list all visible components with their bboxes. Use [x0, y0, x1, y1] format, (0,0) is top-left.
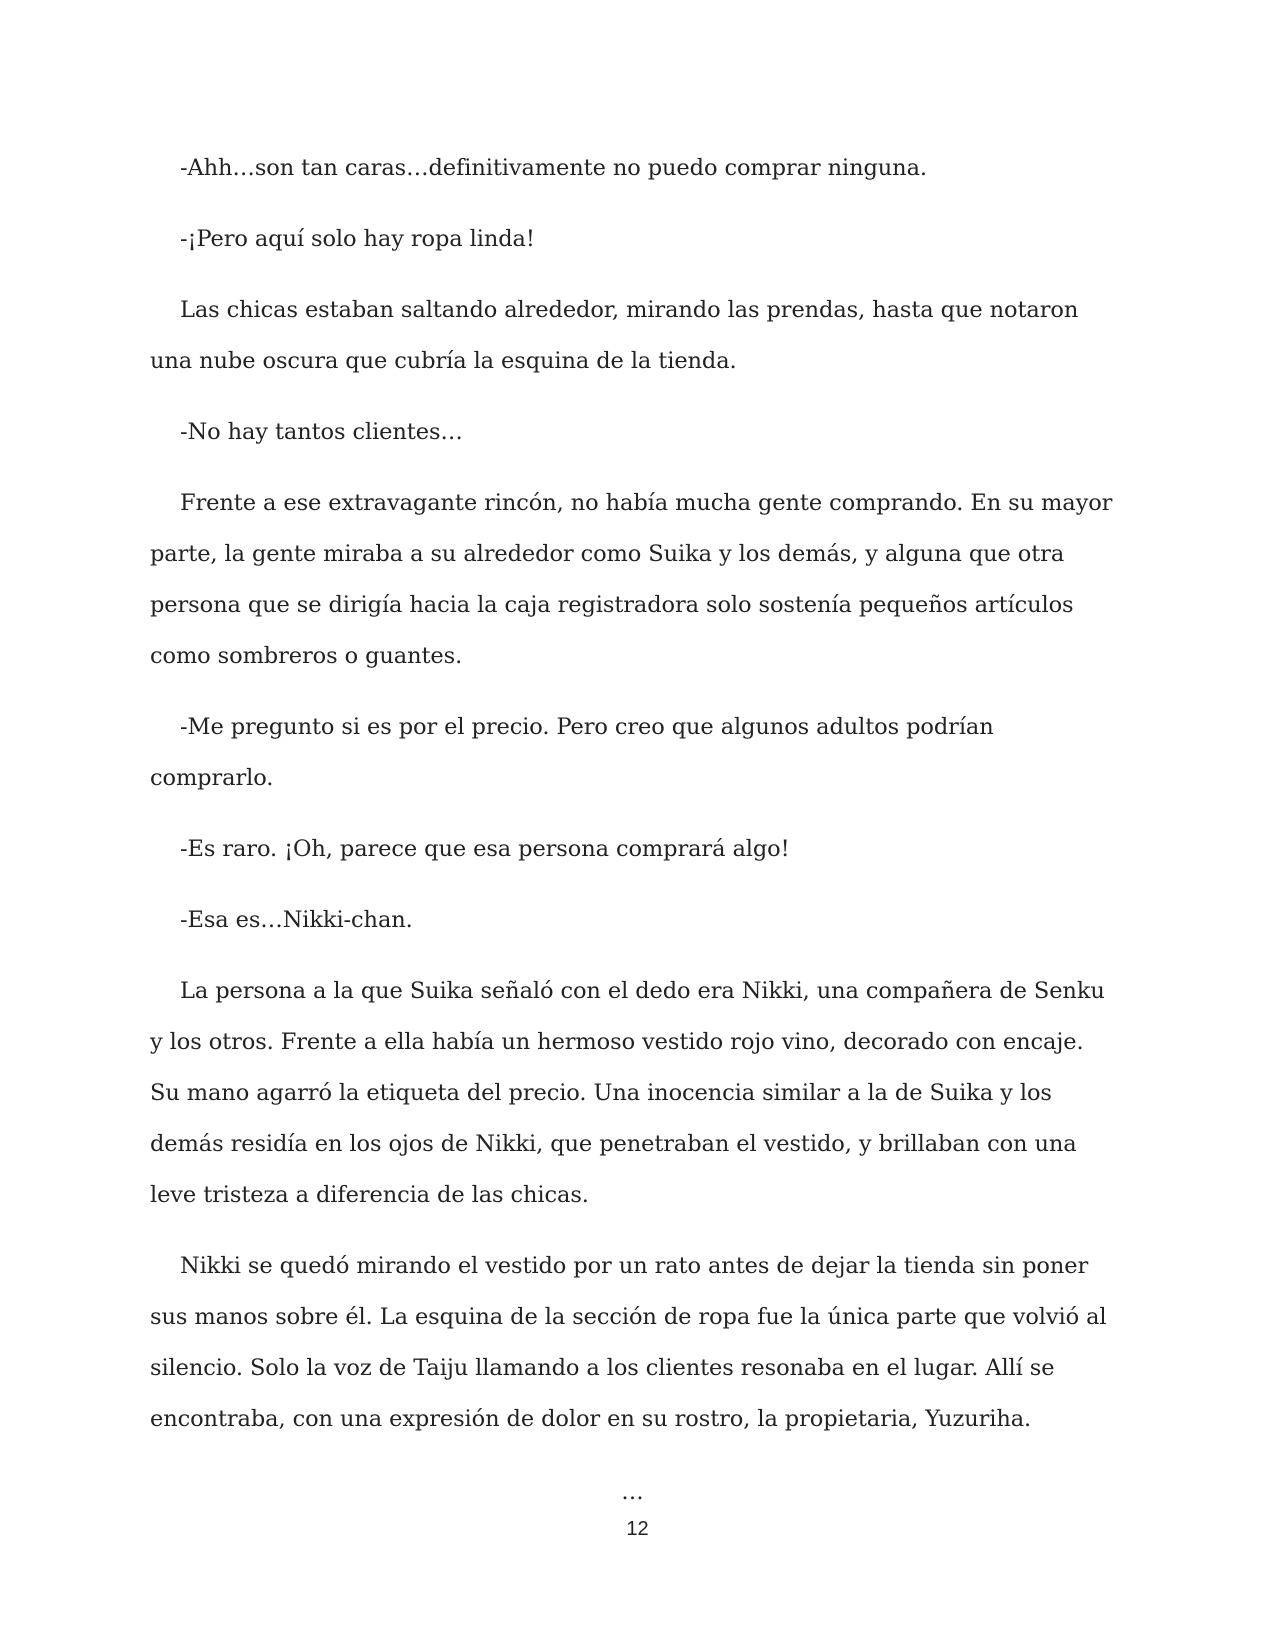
paragraph: Nikki se quedó mirando el vestido por un rato antes de dejar la tienda sin poner sus manos sobre él. La esquina de la sección de ropa fue la única parte que volvió al silencio. Solo la voz de Taiju llamando a los clientes resonaba en el lugar. Allí se encontraba, con una expresión de dolor en su rostro, la propietaria, Yuzuriha.: [150, 1253, 1107, 1432]
page-number: 12: [626, 1518, 649, 1540]
paragraph: La persona a la que Suika señaló con el dedo era Nikki, una compañera de Senku y los otros. Frente a ella había un hermoso vestido rojo vino, decorado con encaje. Su mano agarró la etiqueta del precio. Una inocencia similar a la de Suika y los demás residía en los ojos de Nikki, que penetraban el vestido, y brillaban con una leve tristeza a diferencia de las chicas.: [150, 978, 1105, 1208]
paragraph: -Ahh…son tan caras…definitivamente no puedo comprar ninguna.: [180, 155, 927, 181]
paragraph: -Me pregunto si es por el precio. Pero creo que algunos adultos podrían comprarlo.: [150, 714, 994, 791]
body-text: [150, 143, 1115, 1518]
paragraph: -Es raro. ¡Oh, parece que esa persona comprará algo!: [180, 836, 790, 862]
paragraph: -Esa es…Nikki-chan.: [180, 907, 413, 933]
paragraph: -¡Pero aquí solo hay ropa linda!: [180, 226, 535, 252]
scene-break: …: [621, 1479, 644, 1505]
paragraph: -No hay tantos clientes…: [180, 419, 463, 445]
paragraph: Las chicas estaban saltando alrededor, mirando las prendas, hasta que notaron una nube oscura que cubría la esquina de la tienda.: [150, 297, 1079, 374]
paragraph: Frente a ese extravagante rincón, no había mucha gente comprando. En su mayor parte, la gente miraba a su alrededor como Suika y los demás, y alguna que otra persona que se dirigía hacia la caja registradora solo sostenía pequeños artículos como sombreros o guantes.: [150, 490, 1113, 669]
